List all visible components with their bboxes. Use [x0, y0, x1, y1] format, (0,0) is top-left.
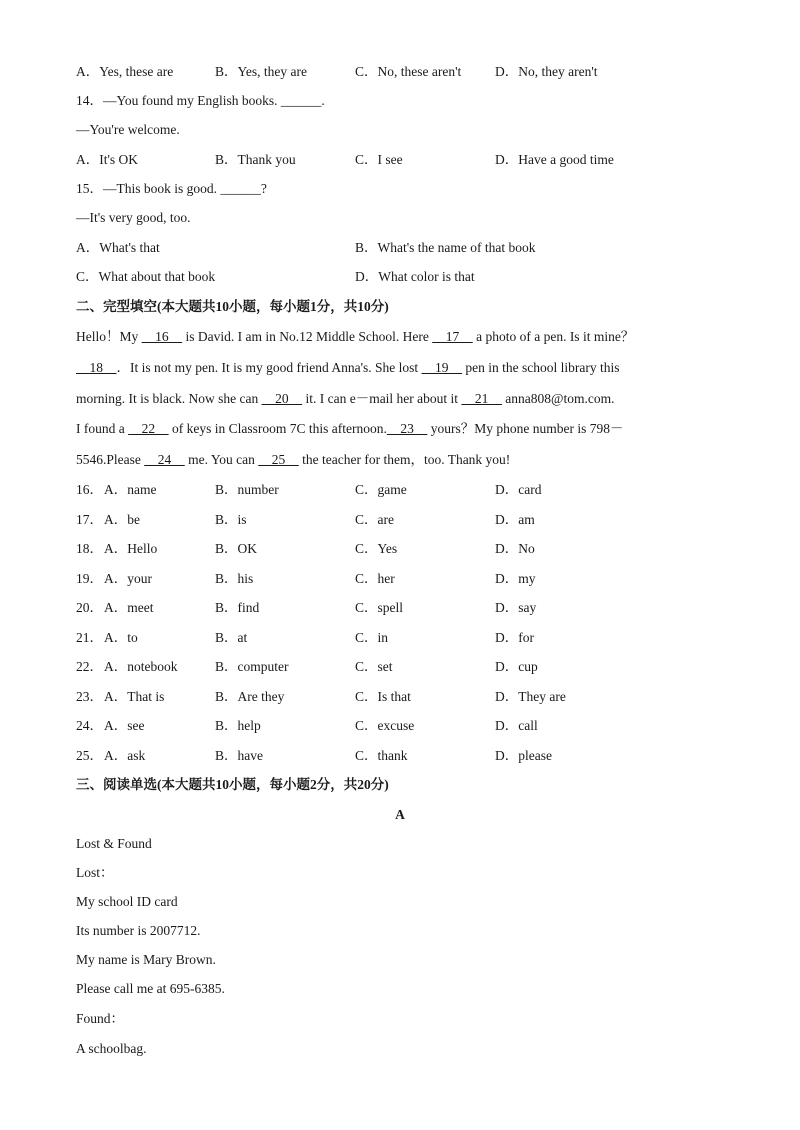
blank-16: 16	[141, 329, 183, 344]
passage-line-3: morning. It is black. Now she can 20 it. I can e－mail her about it 21 anna808@tom.com.	[76, 391, 615, 406]
choice-option-d: D．No	[495, 541, 535, 556]
choice-number: 19．	[76, 571, 103, 586]
choice-option-a: A．notebook	[104, 659, 178, 674]
q14-option-c: C．I see	[355, 152, 403, 167]
choice-option-d: D．card	[495, 482, 542, 497]
choice-number: 20．	[76, 600, 103, 615]
choice-option-d: D．cup	[495, 659, 538, 674]
blank-18: 18	[76, 360, 117, 375]
choice-option-c: C．Is that	[355, 689, 411, 704]
q14-option-d: D．Have a good time	[495, 152, 614, 167]
q14-reply: —You're welcome.	[76, 122, 180, 137]
q15-option-c: C．What about that book	[76, 269, 216, 284]
choice-option-c: C．in	[355, 630, 389, 645]
blank-19: 19	[421, 360, 463, 375]
blank-23: 23	[386, 421, 428, 436]
choice-number: 25．	[76, 748, 103, 763]
reading-line: Lost：	[76, 865, 114, 880]
blank-22: 22	[128, 421, 169, 436]
blank-20: 20	[261, 391, 303, 406]
choice-option-c: C．game	[355, 482, 407, 497]
choice-option-d: D．my	[495, 571, 536, 586]
blank-21: 21	[461, 391, 502, 406]
choice-option-d: D．They are	[495, 689, 566, 704]
reading-line: A schoolbag.	[76, 1041, 147, 1056]
q13-option-d: D．No, they aren't	[495, 64, 598, 79]
q13-option-b: B．Yes, they are	[215, 64, 307, 79]
choice-option-c: C．Yes	[355, 541, 398, 556]
q15-reply: —It's very good, too.	[76, 210, 191, 225]
choice-option-c: C．thank	[355, 748, 408, 763]
blank-24: 24	[144, 452, 185, 467]
passage-line-1: Hello！My 16 is David. I am in No.12 Middle School. Here 17 a photo of a pen. Is it mine？	[76, 329, 635, 344]
choice-option-c: C．are	[355, 512, 394, 527]
choice-option-b: B．number	[215, 482, 279, 497]
choice-number: 17．	[76, 512, 103, 527]
passage-line-2: 18 ．It is not my pen. It is my good friend Anna's. She lost 19 pen in the school library this	[76, 360, 620, 375]
choice-option-b: B．have	[215, 748, 263, 763]
q15-option-d: D．What color is that	[355, 269, 475, 284]
q15-stem: 15．—This book is good. ______?	[76, 181, 267, 196]
choice-option-b: B．OK	[215, 541, 258, 556]
section-3-heading: 三、阅读单选(本大题共10小题，每小题2分，共20分)	[76, 777, 389, 792]
choice-number: 21．	[76, 630, 103, 645]
choice-option-a: A．your	[104, 571, 152, 586]
reading-line: Please call me at 695-6385.	[76, 981, 225, 996]
choice-option-d: D．am	[495, 512, 535, 527]
choice-option-a: A．to	[104, 630, 138, 645]
reading-part-label: A	[395, 807, 405, 822]
choice-number: 22．	[76, 659, 103, 674]
passage-line-5: 5546.Please 24 me. You can 25 the teacher for them，too. Thank you!	[76, 452, 511, 467]
q13-option-c: C．No, these aren't	[355, 64, 462, 79]
q14-option-a: A．It's OK	[76, 152, 139, 167]
choice-option-b: B．his	[215, 571, 254, 586]
q14-stem: 14．—You found my English books. ______.	[76, 93, 325, 108]
choice-option-b: B．Are they	[215, 689, 285, 704]
choice-option-a: A．see	[104, 718, 145, 733]
reading-line: My name is Mary Brown.	[76, 952, 216, 967]
choice-option-b: B．help	[215, 718, 261, 733]
choice-number: 16．	[76, 482, 103, 497]
choice-option-d: D．call	[495, 718, 538, 733]
choice-number: 18．	[76, 541, 103, 556]
choice-option-b: B．computer	[215, 659, 289, 674]
choice-option-a: A．meet	[104, 600, 154, 615]
reading-line: My school ID card	[76, 894, 178, 909]
q13-option-a: A．Yes, these are	[76, 64, 174, 79]
choice-option-c: C．her	[355, 571, 395, 586]
choice-option-c: C．set	[355, 659, 393, 674]
choice-number: 23．	[76, 689, 103, 704]
reading-line: Lost & Found	[76, 836, 152, 851]
choice-option-a: A．name	[104, 482, 157, 497]
choice-option-b: B．is	[215, 512, 247, 527]
choice-option-d: D．for	[495, 630, 534, 645]
blank-25: 25	[258, 452, 299, 467]
choice-option-c: C．excuse	[355, 718, 415, 733]
choice-option-a: A．That is	[104, 689, 165, 704]
choice-option-b: B．at	[215, 630, 248, 645]
choice-option-b: B．find	[215, 600, 260, 615]
choice-option-c: C．spell	[355, 600, 404, 615]
choice-option-d: D．please	[495, 748, 552, 763]
q15-option-a: A．What's that	[76, 240, 160, 255]
passage-line-4: I found a 22 of keys in Classroom 7C this afternoon. 23 yours？My phone number is 798－	[76, 421, 624, 436]
choice-number: 24．	[76, 718, 103, 733]
reading-line: Found：	[76, 1011, 125, 1026]
choice-option-a: A．be	[104, 512, 140, 527]
q15-option-b: B．What's the name of that book	[355, 240, 536, 255]
choice-option-a: A．ask	[104, 748, 146, 763]
reading-line: Its number is 2007712.	[76, 923, 201, 938]
blank-17: 17	[432, 329, 473, 344]
choice-option-a: A．Hello	[104, 541, 158, 556]
q14-option-b: B．Thank you	[215, 152, 296, 167]
section-2-heading: 二、完型填空(本大题共10小题，每小题1分，共10分)	[76, 299, 389, 314]
choice-option-d: D．say	[495, 600, 537, 615]
